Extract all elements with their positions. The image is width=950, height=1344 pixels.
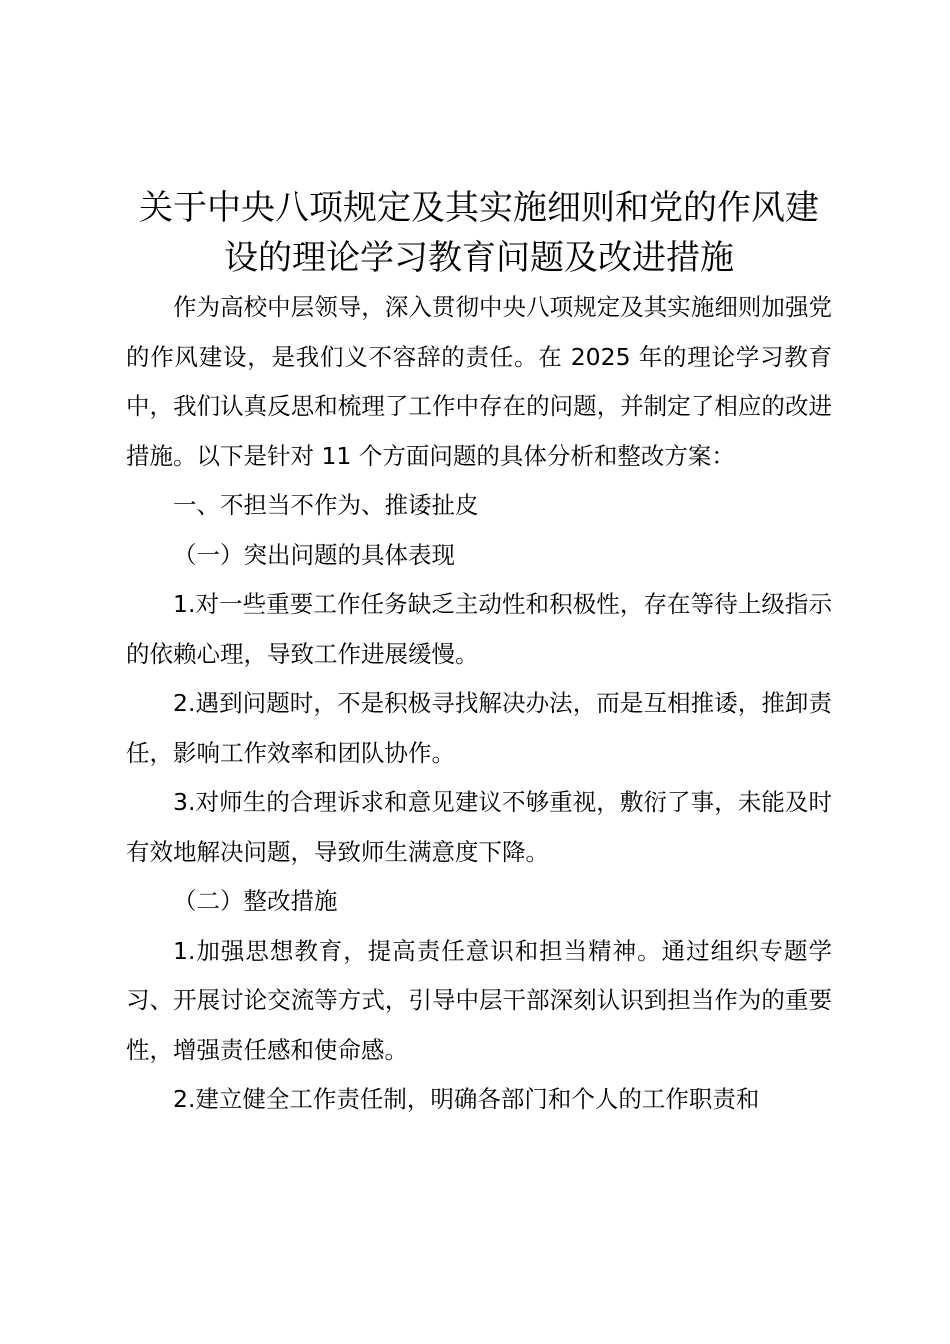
document-title-line-2: 设的理论学习教育问题及改进措施 [224,238,734,278]
subsection-heading-measures: （二）整改措施 [173,887,338,915]
document-title-line-1: 关于中央八项规定及其实施细则和党的作风建 [139,188,819,228]
measure-item-1: 1.加强思想教育，提高责任意识和担当精神。通过组织专题学习、开展讨论交流等方式，引导中层干部深刻认识到担当作为的重要性，增强责任感和使命感。 [126,936,832,1064]
problem-item-1: 1.对一些重要工作任务缺乏主动性和积极性，存在等待上级指示的依赖心理，导致工作进展缓慢。 [126,590,832,668]
measure-item-2: 2.建立健全工作责任制，明确各部门和个人的工作职责和 [173,1085,760,1113]
document-page [126,183,832,1125]
problem-item-3: 3.对师生的合理诉求和意见建议不够重视，敷衍了事，未能及时有效地解决问题，导致师生满意度下降。 [126,788,832,866]
section-heading-1: 一、不担当不作为、推诿扯皮 [173,491,479,519]
subsection-heading-problems: （一）突出问题的具体表现 [173,540,455,569]
problem-item-2: 2.遇到问题时，不是积极寻找解决办法，而是互相推诿，推卸责任，影响工作效率和团队协作。 [126,689,832,767]
intro-paragraph: 作为高校中层领导，深入贯彻中央八项规定及其实施细则加强党的作风建设，是我们义不容辞的责任。在 2025 年的理论学习教育中，我们认真反思和梳理了工作中存在的问题，并制定了相应的改进措施。以下是针对 11 个方面问题的具体分析和整改方案： [126,293,832,470]
document-title [126,183,832,283]
